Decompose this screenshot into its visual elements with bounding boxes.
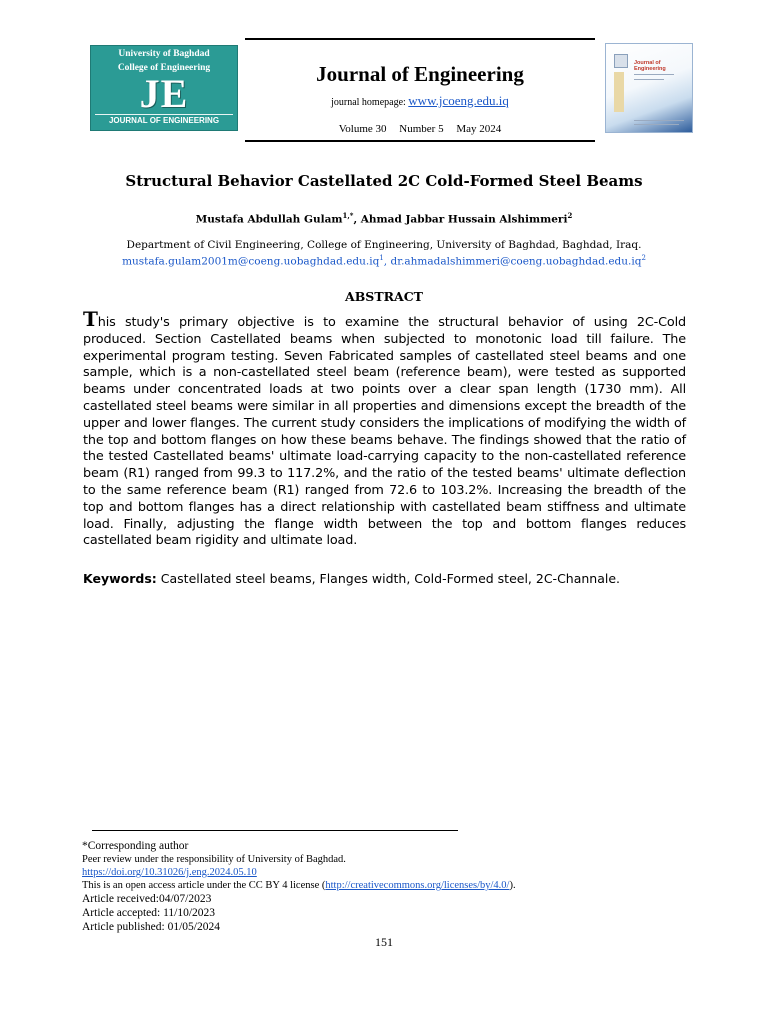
article-accepted: Article accepted: 11/10/2023: [82, 907, 216, 919]
abstract-dropcap: T: [83, 307, 98, 331]
number: Number 5: [399, 123, 444, 135]
email-separator: ,: [383, 255, 391, 268]
email-2-sup: 2: [641, 254, 646, 262]
cover-line: [634, 79, 664, 80]
doi-link[interactable]: https://doi.org/10.31026/j.eng.2024.05.10: [82, 867, 257, 878]
email-1[interactable]: mustafa.gulam2001m@coeng.uobaghdad.edu.iq: [122, 255, 380, 268]
email-2[interactable]: dr.ahmadalshimmeri@coeng.uobaghdad.edu.iq: [390, 255, 642, 268]
logo-college: College of Engineering: [117, 63, 211, 73]
affiliation: Department of Civil Engineering, College of Engineering, University of Baghdad, Baghdad, Iraq.: [126, 239, 642, 251]
license-prefix: This is an open access article under the CC BY 4 license (: [82, 880, 326, 891]
article-received: Article received:04/07/2023: [82, 893, 212, 905]
logo-mark: JE: [139, 71, 189, 116]
issue-info: [245, 123, 595, 135]
cover-emblem-icon: [614, 54, 628, 68]
corresponding-author-note: *Corresponding author: [82, 840, 189, 852]
author-1-affil: 1,*: [342, 211, 354, 220]
paper-title: Structural Behavior Castellated 2C Cold-Formed Steel Beams: [125, 172, 643, 190]
journal-logo: [90, 45, 238, 131]
article-published: Article published: 01/05/2024: [82, 921, 220, 933]
footnote-divider: [92, 830, 458, 831]
journal-title: Journal of Engineering: [316, 62, 524, 86]
abstract-heading: ABSTRACT: [345, 289, 423, 304]
homepage-label: journal homepage:: [331, 97, 406, 108]
volume: Volume 30: [338, 123, 387, 135]
keywords-list: Castellated steel beams, Flanges width, Cold-Formed steel, 2C-Channale.: [160, 571, 621, 586]
author-1: Mustafa Abdullah Gulam: [195, 213, 343, 226]
abstract-text: [83, 307, 686, 550]
license-link[interactable]: http://creativecommons.org/licenses/by/4.0/: [325, 880, 510, 891]
cover-title: Journal of Engineering: [634, 60, 666, 72]
logo-university: University of Baghdad: [118, 49, 210, 59]
email-1-sup: 1: [379, 254, 384, 262]
doi-line: [82, 867, 257, 878]
abstract-body: his study's primary objective is to examine the structural behavior of using 2C-Cold produced. Section Castellated beams when subjected to monotonic load till failure. The experimental program testing. Seven Fabricated samples of castellated steel beams and one sample, which is a non-castellated steel beam (reference beam), were tested as supported beams under concentrated loads at two points over a clear span length (1730 mm). All castellated steel beams were similar in all properties and dimensions except the breadth of the upper and lower flanges. The current study considers the implications of modifying the width of the top and bottom flanges on how these beams behave. The findings showed that the ratio of the tested Castellated beams' ultimate load-carrying capacity to the non-castellated reference beam (R1) ranged from 99.3 to 117.2%, and the ratio of the tested beams' ultimate deflection to the same reference beam (R1) ranged from 72.6 to 103.2%. Increasing the breadth of the top and bottom flanges has a direct relationship with castellated beam stiffness and ultimate load. Finally, adjusting the flange width between the top and bottom flanges reduces castellated beam rigidity and ultimate load.: [83, 315, 686, 549]
page-number: 151: [375, 935, 393, 949]
journal-cover-thumbnail: [605, 43, 693, 133]
issue-date: May 2024: [456, 123, 502, 135]
homepage-link[interactable]: www.jcoeng.edu.iq: [408, 93, 509, 108]
author-list: [60, 211, 708, 226]
author-2-affil: 2: [567, 211, 573, 220]
keywords: [83, 571, 686, 586]
author-2: Ahmad Jabbar Hussain Alshimmeri: [360, 213, 568, 226]
journal-homepage: [245, 93, 595, 109]
author-emails: [60, 254, 708, 268]
license-note: [82, 880, 516, 891]
cover-line: [634, 120, 684, 121]
license-suffix: ).: [509, 880, 516, 891]
keywords-label: Keywords:: [83, 571, 157, 586]
logo-journal-name: JOURNAL OF ENGINEERING: [95, 114, 233, 126]
author-separator: ,: [353, 213, 361, 226]
cover-line: [634, 124, 679, 125]
cover-stripe: [614, 72, 624, 112]
cover-line: [634, 74, 674, 75]
peer-review-note: Peer review under the responsibility of University of Baghdad.: [82, 854, 346, 865]
